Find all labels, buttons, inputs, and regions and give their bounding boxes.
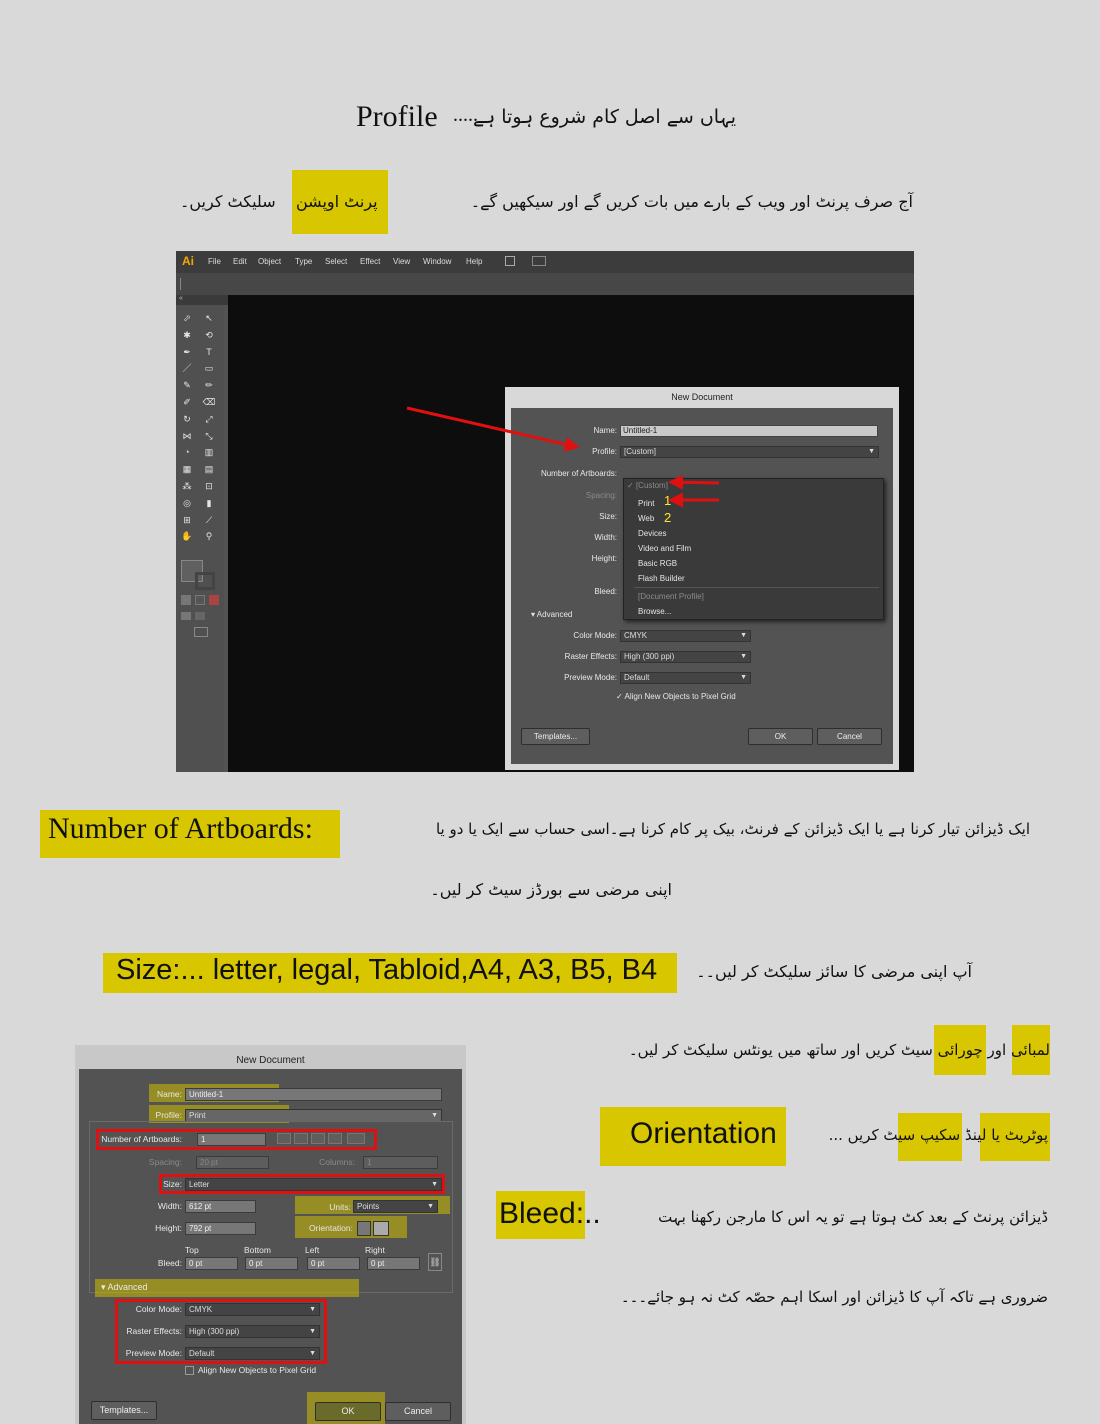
- lasso-icon[interactable]: ⟲: [205, 329, 213, 340]
- bridge-icon[interactable]: [505, 256, 515, 266]
- dropdown-item-custom-label: [Custom]: [635, 481, 668, 490]
- portrait-icon[interactable]: [357, 1221, 371, 1236]
- dialog-title: New Document: [671, 392, 733, 402]
- spacing-label: Spacing:: [148, 1157, 182, 1167]
- zoom-icon[interactable]: ⚲: [205, 531, 213, 542]
- align-checkbox[interactable]: [185, 1365, 316, 1375]
- align-checkbox[interactable]: [616, 692, 736, 701]
- screen-mode-icon[interactable]: [194, 627, 208, 637]
- raster-effects-label: Raster Effects:: [564, 652, 617, 661]
- bleed-label: Bleed:..: [499, 1197, 601, 1230]
- dialog-body: [511, 408, 893, 764]
- dimensions-line: [560, 1025, 1050, 1077]
- menu-window[interactable]: Window: [423, 257, 452, 266]
- chevron-down-icon: ▼: [427, 1203, 434, 1210]
- units-select-value: Points: [357, 1202, 380, 1211]
- height-field[interactable]: 792 pt: [185, 1222, 256, 1235]
- templates-button[interactable]: Templates...: [521, 728, 590, 745]
- menu-help[interactable]: Help: [466, 257, 483, 266]
- intro-text-left: سلیکٹ کریں۔: [180, 192, 276, 211]
- intro-line: [180, 170, 915, 234]
- bleed-label: Bleed:: [157, 1258, 182, 1268]
- bleed-line1: ڈیزائن پرنٹ کے بعد کٹ ہوتا ہے تو یہ اس کا مارجن رکھنا بہت: [658, 1208, 1048, 1226]
- profile-dropdown-menu: [623, 478, 884, 620]
- intro-highlight-text: پرنٹ اوپشن: [296, 192, 378, 211]
- chevron-down-icon: ▼: [431, 1181, 438, 1188]
- color-mode-value: CMYK: [189, 1305, 213, 1314]
- dimensions-rest: سیٹ کریں اور ساتھ میں یونٹس سلیکٹ کر لیں۔: [628, 1041, 933, 1059]
- bleed-right-field[interactable]: 0 pt: [367, 1257, 420, 1270]
- chevron-down-icon: ▼: [740, 674, 747, 681]
- dimensions-mid1: اور: [987, 1041, 1007, 1059]
- pencil-icon[interactable]: ✏: [205, 380, 213, 391]
- control-bar-grip-icon: [180, 278, 181, 290]
- page-heading: [356, 100, 756, 140]
- checkmark-icon: ✓: [627, 481, 636, 490]
- size-label: Size:: [163, 1179, 182, 1189]
- annotation-number-1: 1: [664, 493, 672, 508]
- width-label: Width:: [594, 533, 617, 542]
- magic-wand-icon[interactable]: ✱: [183, 329, 191, 340]
- preview-mode-label: Preview Mode:: [125, 1348, 182, 1358]
- advanced-toggle[interactable]: ▾ Advanced: [101, 1282, 148, 1292]
- chevron-down-icon: ▼: [431, 1112, 438, 1119]
- tools-panel: [176, 305, 224, 772]
- free-transform-icon[interactable]: ⤡: [205, 430, 213, 441]
- heading-profile-word: Profile: [356, 100, 438, 133]
- bleed-header-right: Right: [365, 1245, 385, 1255]
- slice-icon[interactable]: ⟋: [205, 514, 213, 525]
- paintbrush-icon[interactable]: ✎: [183, 380, 191, 391]
- color-mode-select[interactable]: [620, 630, 751, 642]
- orientation-hl1: پوٹریٹ: [1004, 1126, 1048, 1144]
- preview-mode-value: Default: [189, 1349, 215, 1358]
- chevron-down-icon: ▼: [309, 1306, 316, 1313]
- control-bar: [176, 273, 914, 296]
- dropdown-item-flash-builder[interactable]: Flash Builder: [638, 574, 685, 583]
- orientation-text: [829, 1126, 1048, 1144]
- spacing-label: Spacing:: [585, 491, 617, 500]
- new-document-dialog-detailed: [75, 1045, 466, 1424]
- checkbox-icon: [185, 1366, 194, 1375]
- templates-button[interactable]: Templates...: [91, 1401, 157, 1420]
- scale-icon[interactable]: ⤢: [205, 413, 213, 424]
- ok-button[interactable]: OK: [315, 1402, 381, 1421]
- profile-select-value: [Custom]: [624, 447, 657, 456]
- dropdown-separator: [634, 587, 879, 588]
- annotation-number-2: 2: [664, 510, 672, 525]
- orientation-label: Orientation:: [309, 1223, 353, 1233]
- artboards-label: Number of Artboards:: [540, 469, 617, 478]
- width-field[interactable]: 612 pt: [185, 1200, 256, 1213]
- bleed-top-field[interactable]: 0 pt: [185, 1257, 238, 1270]
- preview-mode-select[interactable]: [620, 672, 751, 684]
- advanced-label: Advanced: [536, 610, 573, 619]
- width-label: Width:: [157, 1201, 182, 1211]
- line-icon[interactable]: ／: [182, 363, 192, 374]
- fill-stroke-swatch[interactable]: [181, 560, 219, 590]
- dropdown-item-video-and-film[interactable]: Video and Film: [638, 544, 692, 553]
- chevron-down-icon: ▼: [868, 448, 875, 455]
- menu-file[interactable]: File: [208, 257, 221, 266]
- advanced-label: Advanced: [107, 1282, 148, 1292]
- orientation-mid1: یا: [991, 1126, 1000, 1144]
- units-label: Units:: [329, 1202, 351, 1212]
- chevron-down-icon: ▼: [740, 653, 747, 660]
- columns-field: 1: [363, 1156, 438, 1169]
- width-icon[interactable]: ⋈: [182, 430, 192, 441]
- raster-effects-value: High (300 ppi): [189, 1327, 240, 1336]
- checkmark-icon: ✓: [616, 692, 623, 701]
- cancel-button[interactable]: Cancel: [817, 728, 882, 745]
- name-field[interactable]: Untitled-1: [185, 1088, 442, 1101]
- artboards-red-outline: [96, 1129, 377, 1150]
- profile-select[interactable]: [620, 446, 879, 458]
- dropdown-item-document-profile: [Document Profile]: [638, 592, 704, 601]
- dropdown-item-devices[interactable]: Devices: [638, 529, 667, 538]
- rotate-icon[interactable]: ↻: [183, 413, 191, 424]
- intro-text-right: آج صرف پرنٹ اور ویب کے بارے میں بات کریں گے اور سیکھیں گے۔: [470, 192, 913, 211]
- bleed-header-left: Left: [305, 1245, 320, 1255]
- dropdown-item-browse[interactable]: Browse...: [638, 607, 672, 616]
- eyedropper-icon[interactable]: ⁂: [182, 481, 192, 491]
- blob-brush-icon[interactable]: ✐: [183, 397, 191, 407]
- rectangle-icon[interactable]: ▭: [204, 363, 214, 374]
- name-field[interactable]: Untitled-1: [620, 425, 878, 437]
- type-icon[interactable]: T: [206, 346, 212, 357]
- raster-effects-value: High (300 ppi): [624, 652, 675, 661]
- size-red-outline: [159, 1174, 445, 1194]
- height-label: Height:: [155, 1223, 182, 1233]
- landscape-icon[interactable]: [373, 1221, 389, 1236]
- collapse-icon[interactable]: «: [179, 295, 183, 302]
- dialog2-body: [79, 1069, 462, 1424]
- selection-icon[interactable]: ⬀: [183, 313, 191, 323]
- orientation-label: Orientation: [630, 1117, 777, 1150]
- color-mode-buttons[interactable]: [181, 595, 221, 605]
- color-mode-value: CMYK: [624, 631, 648, 640]
- artboards-field[interactable]: 1: [197, 1133, 266, 1146]
- menu-type[interactable]: Type: [295, 257, 313, 266]
- menu-effect[interactable]: Effect: [360, 257, 381, 266]
- gradient-icon[interactable]: ▤: [204, 464, 214, 475]
- artboards-label: Number of Artboards:: [48, 812, 313, 845]
- heading-urdu: یہاں سے اصل کام شروع ہوتا ہے: [472, 106, 736, 128]
- illustrator-screenshot: [176, 251, 914, 772]
- color-mode-label: Color Mode:: [135, 1304, 182, 1314]
- blend-icon[interactable]: ⊡: [205, 481, 213, 491]
- dropdown-item-print[interactable]: Print: [638, 499, 655, 508]
- size-select-value: Letter: [189, 1180, 210, 1189]
- direct-selection-icon[interactable]: ↖: [205, 313, 213, 323]
- chevron-down-icon: ▼: [309, 1328, 316, 1335]
- dimensions-text: [629, 1041, 1050, 1059]
- new-document-dialog: [505, 387, 899, 770]
- shape-builder-icon[interactable]: ◔: [184, 447, 190, 458]
- menu-select[interactable]: Select: [325, 257, 348, 266]
- advanced-toggle[interactable]: ▾ Advanced: [531, 610, 573, 619]
- menu-view[interactable]: View: [393, 257, 411, 266]
- chevron-down-icon: ▼: [309, 1350, 316, 1357]
- artboards-line1: ایک ڈیزائن تیار کرنا ہے یا ایک ڈیزائن کے فرنٹ، بیک پر کام کرنا ہے۔اسی حساب سے ایک یا دو یا: [435, 820, 1030, 838]
- perspective-icon[interactable]: ▥: [204, 447, 214, 458]
- artboards-label: Number of Artboards:: [101, 1134, 182, 1144]
- pen-icon[interactable]: ✒: [183, 346, 191, 357]
- orientation-rest: سیٹ کریں ...: [828, 1126, 916, 1144]
- hand-icon[interactable]: ✋: [181, 531, 193, 542]
- orientation-line: [600, 1107, 1050, 1167]
- menu-object[interactable]: Object: [258, 257, 282, 266]
- ok-button[interactable]: OK: [748, 728, 813, 745]
- height-label: Height:: [591, 554, 617, 563]
- dimensions-hl2: چورائی: [937, 1041, 983, 1059]
- artboards-line2: اپنی مرضی سے بورڈز سیٹ کر لیں۔: [430, 880, 672, 899]
- align-label: Align New Objects to Pixel Grid: [624, 692, 736, 701]
- color-mode-label: Color Mode:: [573, 631, 617, 640]
- preview-mode-label: Preview Mode:: [564, 673, 617, 682]
- columns-label: Columns:: [319, 1157, 355, 1167]
- link-icon[interactable]: ⛓: [428, 1253, 442, 1271]
- heading-dots: .....: [453, 104, 478, 126]
- bleed-left-field[interactable]: 0 pt: [307, 1257, 360, 1270]
- orientation-hl2: لینڈ سکیپ: [920, 1126, 987, 1144]
- bleed-line2: ضروری ہے تاکہ آپ کا ڈیزائن اور اسکا اہم حصّہ کٹ نہ ہو جائے۔۔۔: [620, 1288, 1048, 1306]
- chevron-down-icon: ▼: [740, 632, 747, 639]
- size-label: Size:... letter, legal, Tabloid,A4, A3, B5, B4: [116, 954, 658, 986]
- profile-select-value: Print: [189, 1111, 206, 1120]
- bleed-header-bottom: Bottom: [244, 1245, 271, 1255]
- size-urdu: آپ اپنی مرضی کا سائز سلیکٹ کر لیں۔۔: [696, 962, 972, 981]
- column-graph-icon[interactable]: ▮: [206, 497, 212, 508]
- bleed-label: Bleed:: [594, 587, 617, 596]
- symbol-sprayer-icon[interactable]: ◎: [183, 497, 191, 508]
- spacing-field: 20 pt: [196, 1156, 269, 1169]
- menu-bar: [176, 251, 914, 273]
- draw-mode-buttons[interactable]: [181, 612, 221, 622]
- dialog2-title: New Document: [236, 1055, 305, 1066]
- dimensions-hl1: لمبائی: [1010, 1041, 1050, 1059]
- bleed-header-top: Top: [185, 1245, 199, 1255]
- dropdown-item-basic-rgb[interactable]: Basic RGB: [638, 559, 678, 568]
- mesh-icon[interactable]: ▦: [182, 464, 192, 475]
- profile-label: Profile:: [155, 1110, 182, 1120]
- preview-mode-value: Default: [624, 673, 650, 682]
- dropdown-item-web[interactable]: Web: [638, 514, 655, 523]
- eraser-icon[interactable]: ⌫: [202, 397, 216, 407]
- dropdown-item-custom[interactable]: [627, 481, 668, 490]
- raster-effects-select[interactable]: [620, 651, 751, 663]
- name-label: Name:: [156, 1089, 182, 1099]
- menu-edit[interactable]: Edit: [233, 257, 247, 266]
- bleed-bottom-field[interactable]: 0 pt: [245, 1257, 298, 1270]
- name-label: Name:: [593, 426, 617, 435]
- arrange-documents-icon[interactable]: [532, 256, 546, 266]
- units-select[interactable]: [353, 1200, 438, 1213]
- advanced-settings-red-outline: [115, 1299, 327, 1364]
- raster-effects-label: Raster Effects:: [126, 1326, 182, 1336]
- align-label: Align New Objects to Pixel Grid: [198, 1365, 317, 1375]
- profile-label: Profile:: [592, 447, 617, 456]
- size-label: Size:: [599, 512, 617, 521]
- cancel-button[interactable]: Cancel: [385, 1402, 451, 1421]
- artboard-icon[interactable]: ⊞: [183, 514, 191, 525]
- illustrator-logo: Ai: [182, 254, 194, 268]
